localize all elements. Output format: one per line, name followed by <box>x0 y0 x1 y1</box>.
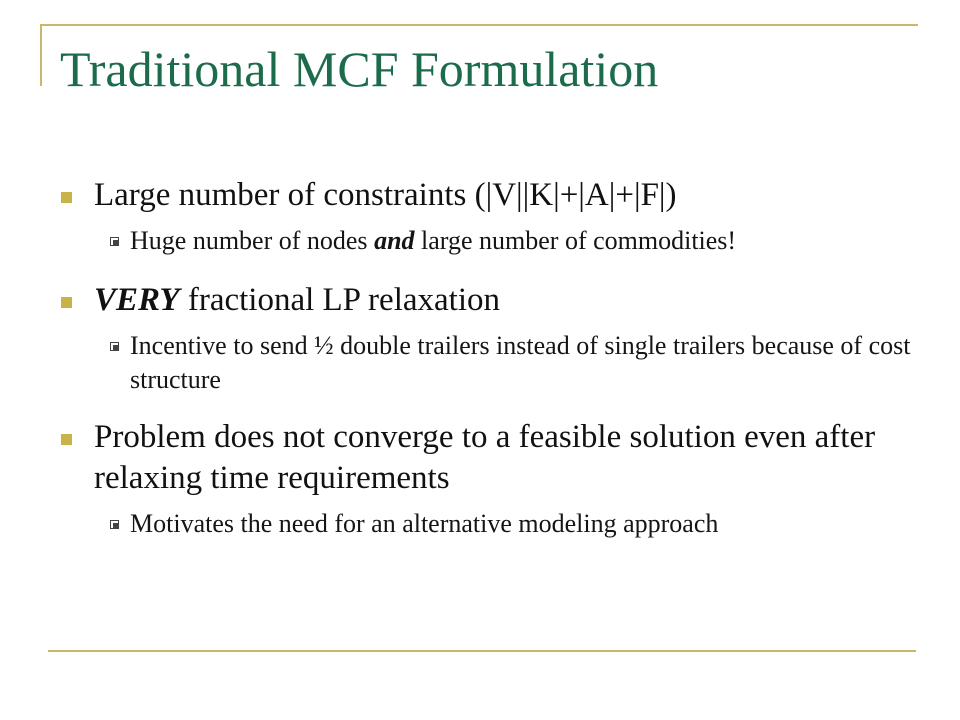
bullet-item-2 <box>58 280 918 321</box>
bottom-divider-line <box>48 650 916 652</box>
left-accent-line <box>40 24 42 86</box>
bullet-list <box>58 175 918 541</box>
box-bullet-icon <box>110 342 119 351</box>
bullet-item-3 <box>58 417 918 499</box>
box-bullet-icon <box>110 520 119 529</box>
square-bullet-icon <box>61 434 72 445</box>
sub-bullet-item-3 <box>58 507 918 541</box>
sub-bullet-item-2 <box>58 329 918 397</box>
sub-bullet-text: Motivates the need for an alternative modeling approach <box>130 509 719 538</box>
emphasis-text: VERY <box>94 282 180 318</box>
bullet-text: fractional LP relaxation <box>179 282 500 318</box>
slide-title: Traditional MCF Formulation <box>60 41 659 97</box>
sub-bullet-item-1 <box>58 224 918 258</box>
top-divider-line <box>40 24 918 26</box>
square-bullet-icon <box>61 297 72 308</box>
bullet-text: Large number of constraints (|V||K|+|A|+|F|) <box>94 177 677 213</box>
sub-bullet-text-part1: Huge number of nodes <box>130 226 375 255</box>
emphasis-text: and <box>374 226 415 255</box>
bullet-text: Problem does not converge to a feasible solution even after relaxing time requirements <box>94 419 876 496</box>
sub-bullet-text: Incentive to send ½ double trailers instead of single trailers because of cost structure <box>130 331 911 394</box>
sub-bullet-text-part2: large number of commodities! <box>414 226 737 255</box>
bullet-item-1 <box>58 175 918 216</box>
square-bullet-icon <box>61 192 72 203</box>
box-bullet-icon <box>110 237 119 246</box>
